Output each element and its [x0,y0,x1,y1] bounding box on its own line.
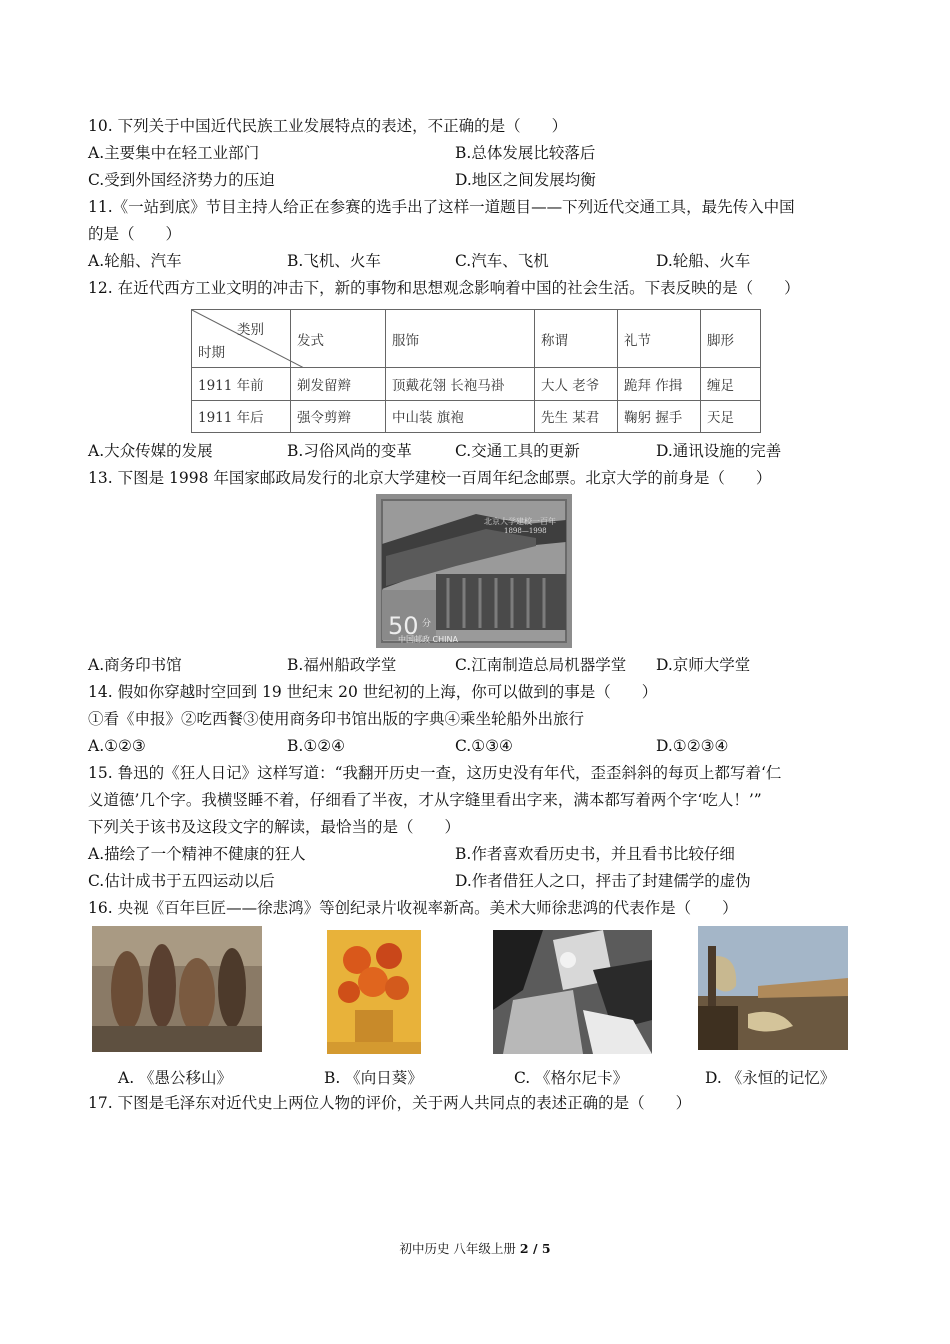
question-15-option-b: B.作者喜欢看历史书，并且看书比较仔细 [455,845,735,863]
question-14-items: ①看《申报》②吃西餐③使用商务印书馆出版的字典④乘坐轮船外出旅行 [88,710,585,728]
question-10-option-d: D.地区之间发展均衡 [455,171,596,189]
question-13-option-b: B.福州船政学堂 [287,656,397,674]
question-15-line2: 义道德’几个字。我横竖睡不着，仔细看了半夜，才从字缝里看出字来，满本都写着两个字‘吃人！’” [88,791,762,809]
question-15-option-c: C.估计成书于五四运动以后 [88,872,275,890]
question-11-stem-line2: 的是（ ） [88,225,182,243]
question-17-stem: 17. 下图是毛泽东对近代史上两位人物的评价，关于两人共同点的表述正确的是（ ） [88,1094,692,1112]
question-15-line1: 15. 鲁迅的《狂人日记》这样写道：“我翻开历史一查，这历史没有年代，歪歪斜斜的每页上都写着‘仁 [88,764,782,782]
question-16-stem: 16. 央视《百年巨匠——徐悲鸿》等创纪录片收视率新高。美术大师徐悲鸿的代表作是（ ） [88,899,738,917]
painting-sunflowers-image [327,930,421,1054]
table-cell: 缠足 [701,368,761,401]
table-cell: 顶戴花翎 长袍马褂 [386,368,535,401]
question-11-stem-line1: 11.《一站到底》节目主持人给正在参赛的选手出了这样一道题目——下列近代交通工具，最先传入中国 [88,198,795,216]
table-cell: 剃发留辫 [291,368,386,401]
question-11-option-d: D.轮船、火车 [656,252,751,270]
painting-caption-d: D. 《永恒的记忆》 [705,1069,836,1087]
table-header: 脚形 [701,310,761,368]
stamp-title: 北京大学建校一百年 [484,517,556,526]
question-13-option-d: D.京师大学堂 [656,656,751,674]
table-cell: 鞠躬 握手 [618,400,701,433]
question-10-stem: 10. 下列关于中国近代民族工业发展特点的表述，不正确的是（ ） [88,117,568,135]
table-corner-cell [192,310,291,368]
stamp-unit: 分 [422,619,432,629]
question-11-option-a: A.轮船、汽车 [88,252,182,270]
question-15-option-d: D.作者借狂人之口，抨击了封建儒学的虚伪 [455,872,751,890]
question-12-option-d: D.通讯设施的完善 [656,442,782,460]
question-13-stem: 13. 下图是 1998 年国家邮政局发行的北京大学建校一百周年纪念邮票。北京大学的前身是（ ） [88,469,772,487]
table-header: 称谓 [535,310,618,368]
table-corner-period: 时期 [198,345,225,361]
question-12-option-c: C.交通工具的更新 [455,442,580,460]
stamp-country: 中国邮政 CHINA [398,635,458,644]
question-12-stem: 12. 在近代西方工业文明的冲击下，新的事物和思想观念影响着中国的社会生活。下表反映的是（ ） [88,279,800,297]
table-header: 服饰 [386,310,535,368]
footer-page-number: 2 / 5 [519,1241,551,1256]
question-15-option-a: A.描绘了一个精神不健康的狂人 [88,845,306,863]
table-cell: 天足 [701,400,761,433]
question-11-option-c: C.汽车、飞机 [455,252,549,270]
painting-guernica-image [493,930,652,1054]
table-cell: 强令剪辫 [291,400,386,433]
table-row [192,400,761,433]
question-14-stem: 14. 假如你穿越时空回到 19 世纪末 20 世纪初的上海，你可以做到的事是（ ） [88,683,658,701]
painting-caption-c: C. 《格尔尼卡》 [514,1069,629,1087]
painting-caption-a: A. 《愚公移山》 [118,1069,233,1087]
question-15-line3: 下列关于该书及这段文字的解读，最恰当的是（ ） [88,818,461,836]
table-cell: 先生 某君 [535,400,618,433]
question-11-option-b: B.飞机、火车 [287,252,381,270]
painting-yugong-image [92,926,262,1052]
stamp-value: 50 [388,612,419,640]
question-14-option-c: C.①③④ [455,737,513,755]
painting-persistence-of-memory-image [698,926,848,1050]
table-header-row [192,310,761,368]
table-row [192,368,761,401]
question-14-option-a: A.①②③ [88,737,146,755]
question-12-option-a: A.大众传媒的发展 [88,442,213,460]
footer-course: 初中历史 八年级上册 [399,1241,520,1256]
customs-comparison-table [191,309,761,433]
table-cell: 跪拜 作揖 [618,368,701,401]
question-13-option-a: A.商务印书馆 [88,656,182,674]
question-14-option-b: B.①②④ [287,737,346,755]
peking-university-stamp-image [376,494,572,648]
table-header: 礼节 [618,310,701,368]
table-cell: 大人 老爷 [535,368,618,401]
table-cell: 中山装 旗袍 [386,400,535,433]
table-corner-category: 类别 [237,322,264,338]
table-cell: 1911 年前 [192,368,291,401]
table-cell: 1911 年后 [192,400,291,433]
question-10-option-c: C.受到外国经济势力的压迫 [88,171,275,189]
painting-caption-b: B. 《向日葵》 [324,1069,423,1087]
question-10-option-a: A.主要集中在轻工业部门 [88,144,260,162]
question-12-option-b: B.习俗风尚的变革 [287,442,412,460]
question-13-option-c: C.江南制造总局机器学堂 [455,656,627,674]
stamp-years: 1898—1998 [504,527,547,535]
question-14-option-d: D.①②③④ [656,737,729,755]
table-header: 发式 [291,310,386,368]
page-footer [0,1239,950,1257]
question-10-option-b: B.总体发展比较落后 [455,144,596,162]
